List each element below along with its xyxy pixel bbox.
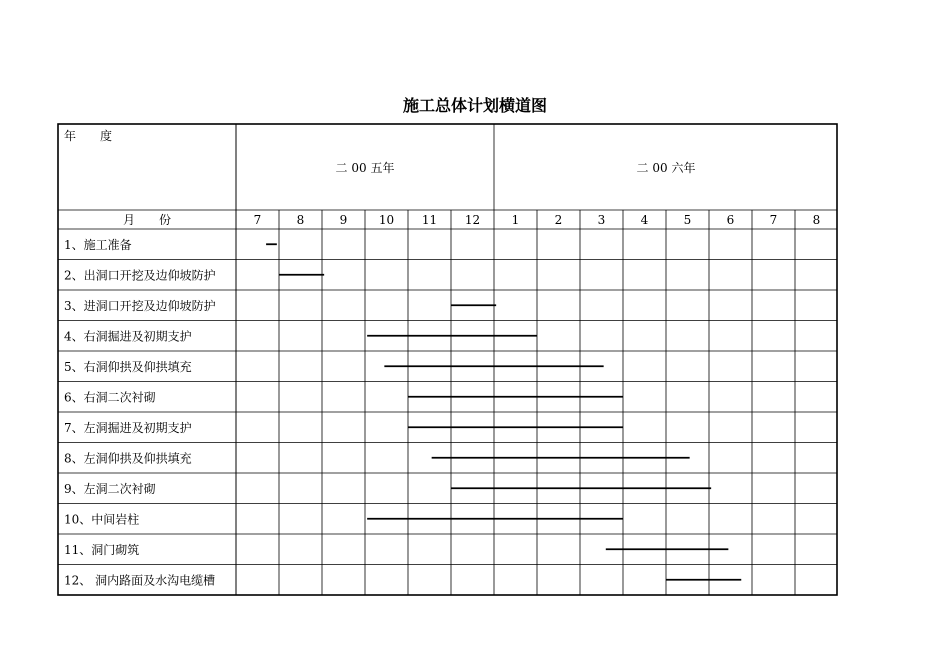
- task-label-4: 4、右洞掘进及初期支护: [64, 329, 192, 344]
- month-label-8: 3: [597, 213, 606, 227]
- task-label-9: 9、左洞二次衬砌: [64, 481, 156, 496]
- month-label-1: 8: [296, 213, 305, 227]
- task-label-10: 10、中间岩柱: [64, 512, 140, 527]
- year-label-1: 二 00 六年: [636, 161, 696, 175]
- task-label-12: 12、 洞内路面及水沟电缆槽: [64, 573, 216, 588]
- month-label-9: 4: [640, 213, 649, 227]
- month-label-5: 12: [464, 213, 481, 227]
- task-label-7: 7、左洞掘进及初期支护: [64, 420, 192, 435]
- month-header-label: 月 份: [122, 213, 172, 227]
- month-label-0: 7: [253, 213, 262, 227]
- task-label-5: 5、右洞仰拱及仰拱填充: [64, 359, 192, 374]
- chart-title: 施工总体计划横道图: [402, 96, 547, 115]
- month-label-10: 5: [683, 213, 692, 227]
- task-label-3: 3、进洞口开挖及边仰坡防护: [64, 298, 216, 313]
- month-label-12: 7: [769, 213, 778, 227]
- month-label-13: 8: [812, 213, 821, 227]
- task-label-2: 2、出洞口开挖及边仰坡防护: [64, 268, 216, 283]
- month-label-7: 2: [554, 213, 563, 227]
- task-label-1: 1、施工准备: [64, 237, 132, 252]
- task-label-11: 11、洞门砌筑: [64, 542, 140, 557]
- year-header-label: 年 度: [64, 129, 113, 143]
- month-label-11: 6: [726, 213, 735, 227]
- month-label-2: 9: [339, 213, 348, 227]
- task-label-6: 6、右洞二次衬砌: [64, 390, 156, 405]
- month-label-3: 10: [378, 213, 395, 227]
- year-label-0: 二 00 五年: [335, 161, 395, 175]
- month-label-4: 11: [421, 213, 438, 227]
- month-label-6: 1: [511, 213, 520, 227]
- task-label-8: 8、左洞仰拱及仰拱填充: [64, 451, 192, 466]
